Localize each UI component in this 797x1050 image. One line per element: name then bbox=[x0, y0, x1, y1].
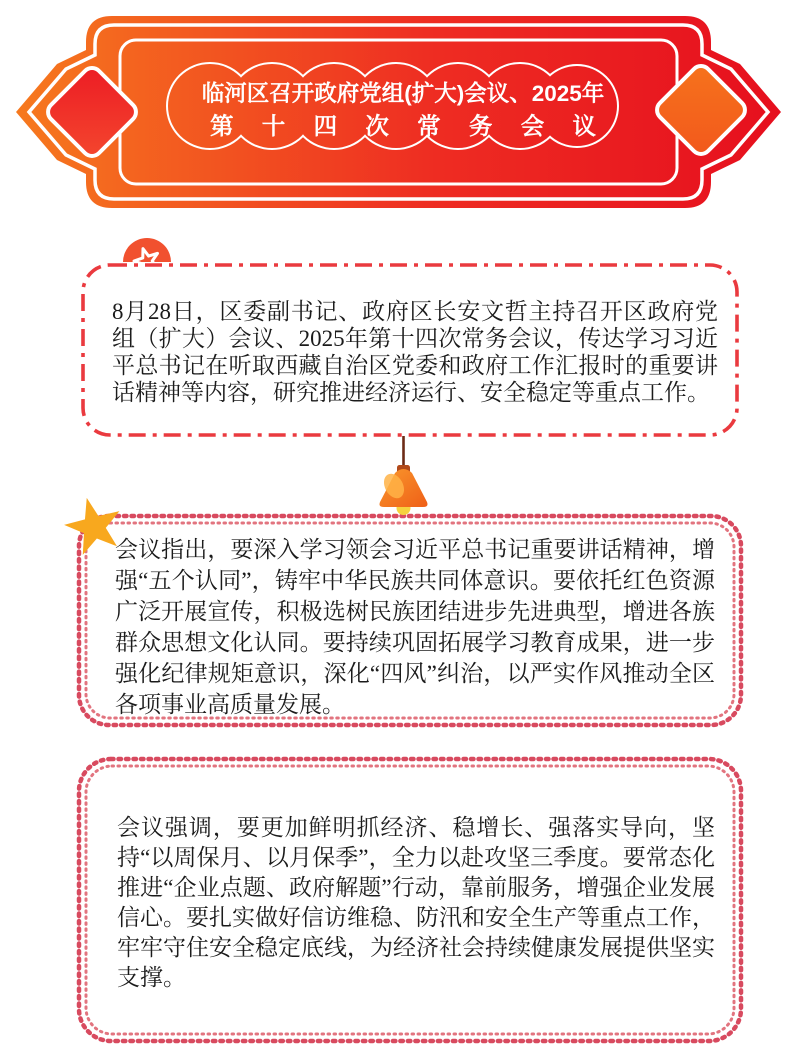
section-pointed-out bbox=[75, 512, 745, 729]
banner-title-line1: 临河区召开政府党组(扩大)会议、2025年 bbox=[201, 81, 605, 106]
gold-star-icon bbox=[62, 496, 126, 556]
cloud-scallop-ornament bbox=[168, 64, 617, 148]
emphasized-paragraph: 会议强调，要更加鲜明抓经济、稳增长、强落实导向，坚持“以周保月、以月保季”，全力以赴攻坚三季度。要常态化推进“企业点题、政府解题”行动，靠前服务，增强企业发展信心。要扎实做好信访维稳、防汛和安全生产等重点工作，牢牢守住安全稳定底线，为经济社会持续健康发展提供坚实支撑。 bbox=[117, 815, 715, 990]
banner-title-line2: 第十四次常务会议 bbox=[210, 113, 596, 139]
pointed-out-paragraph: 会议指出，要深入学习领会习近平总书记重要讲话精神，增强“五个认同”，铸牢中华民族共同体意识。要依托红色资源广泛开展宣传，积极选树民族团结进步先进典型，增进各族群众思想文化认同。要持续巩固拓展学习教育成果，进一步强化纪律规矩意识，深化“四风”纠治，以严实作风推动全区各项事业高质量发展。 bbox=[115, 537, 715, 717]
section-emphasized bbox=[75, 755, 745, 1045]
lantern-icon bbox=[372, 436, 438, 518]
intro-paragraph: 8月28日，区委副书记、政府区长安文哲主持召开区政府党组（扩大）会议、2025年第十四次常务会议，传达学习习近平总书记在听取西藏自治区党委和政府工作汇报时的重要讲话精神等内容，研究推进经济运行、安全稳定等重点工作。 bbox=[112, 299, 718, 405]
section-intro bbox=[80, 262, 740, 438]
banner bbox=[0, 0, 797, 226]
